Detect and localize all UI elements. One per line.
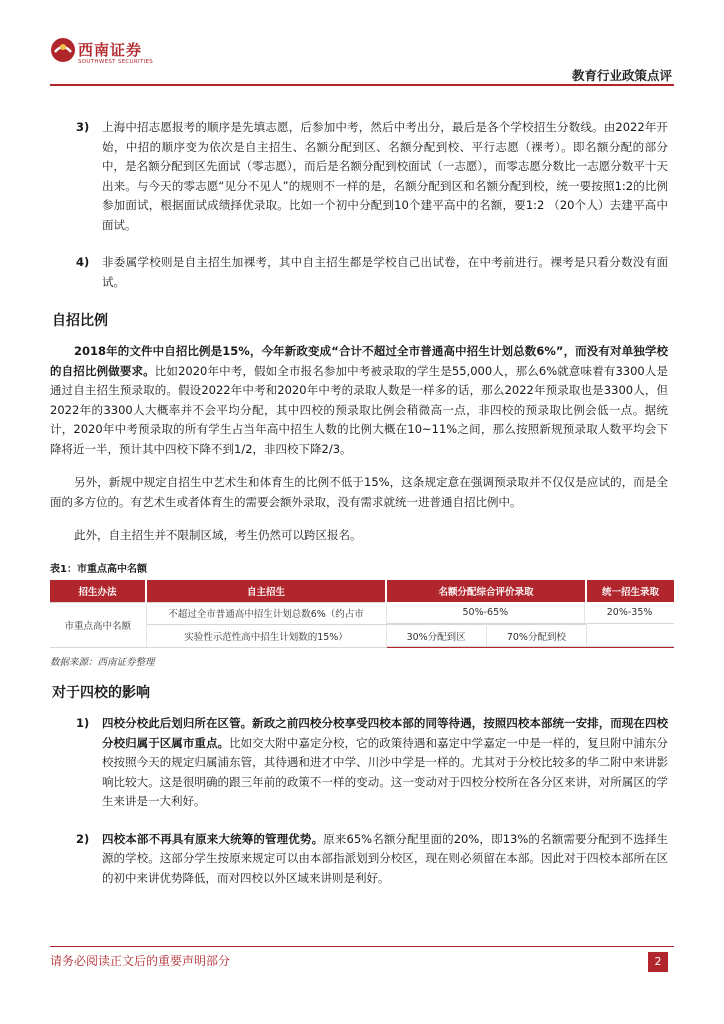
logo-name-cn: 西南证券: [78, 41, 143, 59]
list-item-text: 非委属学校则是自主招生加裸考，其中自主招生都是学校自己出试卷，在中考前进行。裸考是只看分数没有面试。: [102, 255, 668, 289]
nested-table: [387, 624, 675, 647]
page-header: [0, 0, 724, 90]
paragraph-emphasis: 2018年的文件中自招比例是15%，今年新政变成“合计不超过全市普通高中招生计划总数6%”，而没有对单独学校的自招比例做要求。: [50, 344, 668, 378]
table-row: [50, 602, 674, 624]
section-heading-impact: 对于四校的影响: [52, 685, 150, 701]
table-header-cell: 招生办法: [50, 580, 146, 603]
table-header-row: [50, 580, 674, 603]
list-item: [50, 714, 674, 812]
quota-table: [50, 580, 674, 649]
table-cell-self-line1: 不超过全市普通高中招生计划总数6%（约占市: [146, 602, 386, 624]
list-item-emphasis: 四校分校此后划归所在区管。新政之前四校分校享受四校本部的同等待遇，按照四校本部统一安排，而现在四校分校归属于区属市重点。: [102, 716, 668, 750]
list-item-text: [102, 830, 674, 889]
section-heading-self-enrollment: 自招比例: [52, 313, 108, 329]
list-item-emphasis: 四校本部不再具有原来大统筹的管理优势。: [102, 831, 324, 846]
footer-divider: [50, 946, 674, 947]
table-cell-allocation-district: 30%分配到区: [387, 625, 487, 647]
list-item-text: 上海中招志愿报考的顺序是先填志愿，后参加中考，然后中考出分，最后是各个学校招生分数线。由2022年开始，中招的顺序变为依次是自主招生、名额分配到区、名额分配到校、平行志愿（裸考）。即名额分配的部分中，是名额分配到区先面试（零志愿），而后是名额分配到校面试（一志愿），而零志愿分数比一志愿分数平十天出来。与今天的零志愿“见分不见人”的规则不一样的是，名额分配到区和名额分配到校，统一要按照1:2的比例参加面试，根据面试成绩择优录取。比如一个初中分配到10个建平高中的名额，要1:2 （20个人）去建平高中面试。: [102, 120, 668, 232]
main-content: [50, 118, 674, 906]
list-item: [50, 830, 674, 889]
paragraph: 此外，自主招生并不限制区域，考生仍然可以跨区报名。: [74, 528, 362, 542]
list-item-number: 1): [76, 716, 90, 730]
logo-name-en: SOUTHWEST SECURITIES: [78, 59, 154, 65]
table-cell-unified: 20%-35%: [585, 602, 674, 624]
disclaimer-notice: 请务必阅读正文后的重要声明部分: [50, 954, 231, 968]
logo-mark-icon: [50, 37, 76, 63]
table-header-cell: 自主招生: [146, 580, 386, 603]
nested-table: [387, 602, 675, 624]
list-item: [50, 253, 674, 292]
list-item-number: 2): [76, 831, 90, 846]
header-divider: [50, 84, 674, 86]
list-item-number: 4): [76, 255, 90, 269]
table-header-cell: 统一招生录取: [586, 580, 674, 603]
table-caption: 表1：市重点高中名额: [50, 563, 147, 575]
table-cell-self-line2: 实验性示范性高中招生计划数的15%）: [146, 624, 386, 648]
table-cell-spacer: [587, 625, 674, 647]
table-header-cell: 名额分配综合评价录取: [386, 580, 586, 603]
table-cell-allocation-total: 50%-65%: [387, 602, 585, 624]
paragraph-body: 比如2020年中考，假如全市报名参加中考被录取的学生是55,000人，那么6%就意味着有3300人是通过自主招生预录取的。假设2022年中考和2020年中考的录取人数是一样多的话，那么2022年预录取也是3300人，但2022年的3300人大概率并不会平均分配，其中四校的预录取比例会稍微高一点，非四校的预录取比例会低一点。据统计，2020年中考预录取的所有学生占当年高中招生人数的比例大概在10~11%之间，那么按照新规预录取人数平均会下降将近一半，预计其中四校下降不到1/2，非四校下降2/3。: [50, 363, 669, 456]
table-cell-allocation-school: 70%分配到校: [486, 625, 586, 647]
paragraph: 另外，新规中规定自招生中艺术生和体育生的比例不低于15%，这条规定意在强调预录取并不仅仅是应试的，而是全面的多方位的。有艺术生或者体育生的需要会额外录取，没有需求就统一进普通自招比例中。: [50, 475, 668, 509]
table-cell-group: [386, 624, 674, 648]
list-item-number: 3): [76, 120, 90, 134]
table-cell-group: [386, 602, 674, 624]
report-category-title: 教育行业政策点评: [571, 68, 672, 83]
paragraph: [50, 342, 674, 459]
brand-logo: [50, 37, 170, 77]
list-item: [50, 118, 674, 235]
list-item-text: [102, 714, 674, 812]
list-item-body: 比如交大附中嘉定分校，它的政策待遇和嘉定中学嘉定一中是一样的，复旦附中浦东分校按照今天的规定归属浦东管，其待遇和进才中学、川沙中学是一样的。尤其对于分校比较多的华二附中来讲影响比较大。这是很明确的跟三年前的政策不一样的变动。这一变动对于四校分校所在各分区来讲，对所属区的学生来讲是一大利好。: [102, 735, 669, 808]
list-item-body: 原来65%名额分配里面的20%，即13%的名额需要分配到不选择生源的学校。这部分学生按原来规定可以由本部指派划到分校区，现在则必须留在本部。因此对于四校本部所在区的初中来讲优势降低，而对四校以外区域来讲则是利好。: [102, 831, 668, 885]
table-source: 数据来源：西南证券整理: [50, 657, 155, 668]
page-number: 2: [648, 952, 668, 972]
table-row-label: 市重点高中名额: [50, 602, 146, 648]
